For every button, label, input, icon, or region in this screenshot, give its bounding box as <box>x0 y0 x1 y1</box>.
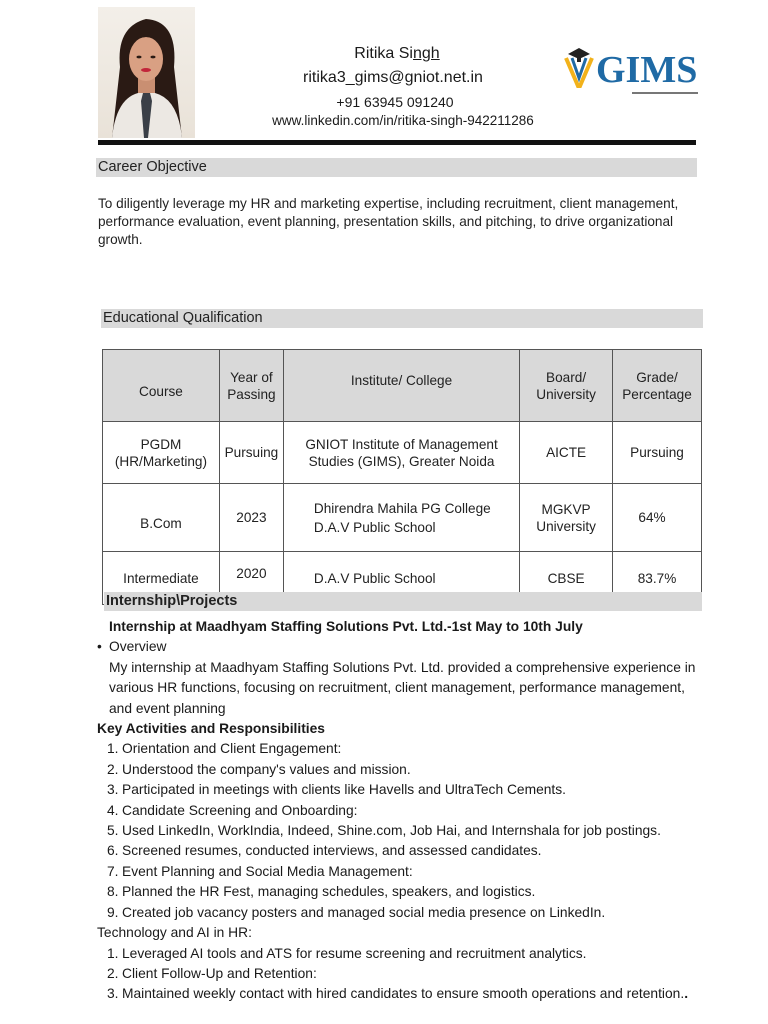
board-cell: MGKVP University <box>520 484 613 552</box>
table-header-row <box>103 350 702 422</box>
year-cell: Pursuing <box>219 422 283 484</box>
board-cell: CBSE <box>520 552 613 605</box>
column-header: Course <box>103 350 220 422</box>
list-item: 2. Understood the company's values and mission. <box>107 761 411 777</box>
overview-label: Overview <box>109 639 167 655</box>
career-objective-text: To diligently leverage my HR and marketing expertise, including recruitment, client management, performance evaluation, event planning, presentation skills, and pitching, to drive organizational growth. <box>98 196 679 247</box>
list-item: 5. Used LinkedIn, WorkIndia, Indeed, Shine.com, Job Hai, and Internshala for job postings. <box>107 823 661 839</box>
list-item: 4. Candidate Screening and Onboarding: <box>107 802 358 818</box>
list-item: 3. Participated in meetings with clients like Havells and UltraTech Cements. <box>107 782 566 798</box>
phone-text: +91 63945 091240 <box>336 94 454 110</box>
internship-heading: Internship\Projects <box>104 592 702 611</box>
overview-text: My internship at Maadhyam Staffing Solutions Pvt. Ltd. provided a comprehensive experience in various HR functions, focusing on recruitment, client management, performance management, and event planning <box>109 659 696 716</box>
key-activities-list <box>97 739 737 923</box>
technology-heading: Technology and AI in HR: <box>97 925 252 941</box>
gims-logo-text: GIMS <box>596 49 698 91</box>
list-item: 1. Leveraged AI tools and ATS for resume screening and recruitment analytics. <box>107 945 587 961</box>
internship-title: Internship at Maadhyam Staffing Solutions Pvt. Ltd.-1st May to 10th July <box>109 619 583 634</box>
grade-cell: Pursuing <box>613 422 702 484</box>
candidate-name: Ritika Singh <box>354 45 440 62</box>
course-cell: PGDM (HR/Marketing) <box>103 422 220 484</box>
column-header: Institute/ College <box>283 350 519 422</box>
board-cell: AICTE <box>520 422 613 484</box>
technology-list <box>97 944 737 1005</box>
gims-logo <box>562 40 702 102</box>
year-cell: 2020 <box>219 552 283 605</box>
header-divider <box>98 140 696 145</box>
key-activities-heading: Key Activities and Responsibilities <box>97 721 325 737</box>
course-cell: B.Com <box>103 484 220 552</box>
education-heading: Educational Qualification <box>101 309 703 328</box>
list-item: 3. Maintained weekly contact with hired candidates to ensure smooth operations and retention.. <box>107 986 689 1002</box>
overview-bullet <box>97 637 737 657</box>
list-item: 1. Orientation and Client Engagement: <box>107 741 342 757</box>
bullet-glyph: • <box>97 639 102 655</box>
list-item: 8. Planned the HR Fest, managing schedules, speakers, and logistics. <box>107 884 536 900</box>
table-row <box>103 422 702 484</box>
institute-cell: Dhirendra Mahila PG College D.A.V Public School <box>283 484 519 552</box>
internship-content <box>97 617 737 1005</box>
career-objective-heading: Career Objective <box>96 158 697 177</box>
list-item: 6. Screened resumes, conducted interviews, and assessed candidates. <box>107 843 542 859</box>
list-item: 9. Created job vacancy posters and managed social media presence on LinkedIn. <box>107 904 606 920</box>
institute-cell: D.A.V Public School <box>283 552 519 605</box>
grade-cell: 64% <box>613 484 702 552</box>
email-text: ritika3_gims@gniot.net.in <box>303 69 483 86</box>
institute-cell: GNIOT Institute of Management Studies (GIMS), Greater Noida <box>283 422 519 484</box>
list-item: 7. Event Planning and Social Media Management: <box>107 863 413 879</box>
list-item: 2. Client Follow-Up and Retention: <box>107 965 317 981</box>
linkedin-link[interactable]: www.linkedin.com/in/ritika-singh-942211286 <box>272 113 534 128</box>
course-cell: Intermediate <box>103 552 220 605</box>
education-table <box>102 349 702 605</box>
table-row <box>103 484 702 552</box>
grade-cell: 83.7% <box>613 552 702 605</box>
column-header: Grade/ Percentage <box>613 350 702 422</box>
column-header: Board/ University <box>520 350 613 422</box>
column-header: Year of Passing <box>219 350 283 422</box>
year-cell: 2023 <box>219 484 283 552</box>
